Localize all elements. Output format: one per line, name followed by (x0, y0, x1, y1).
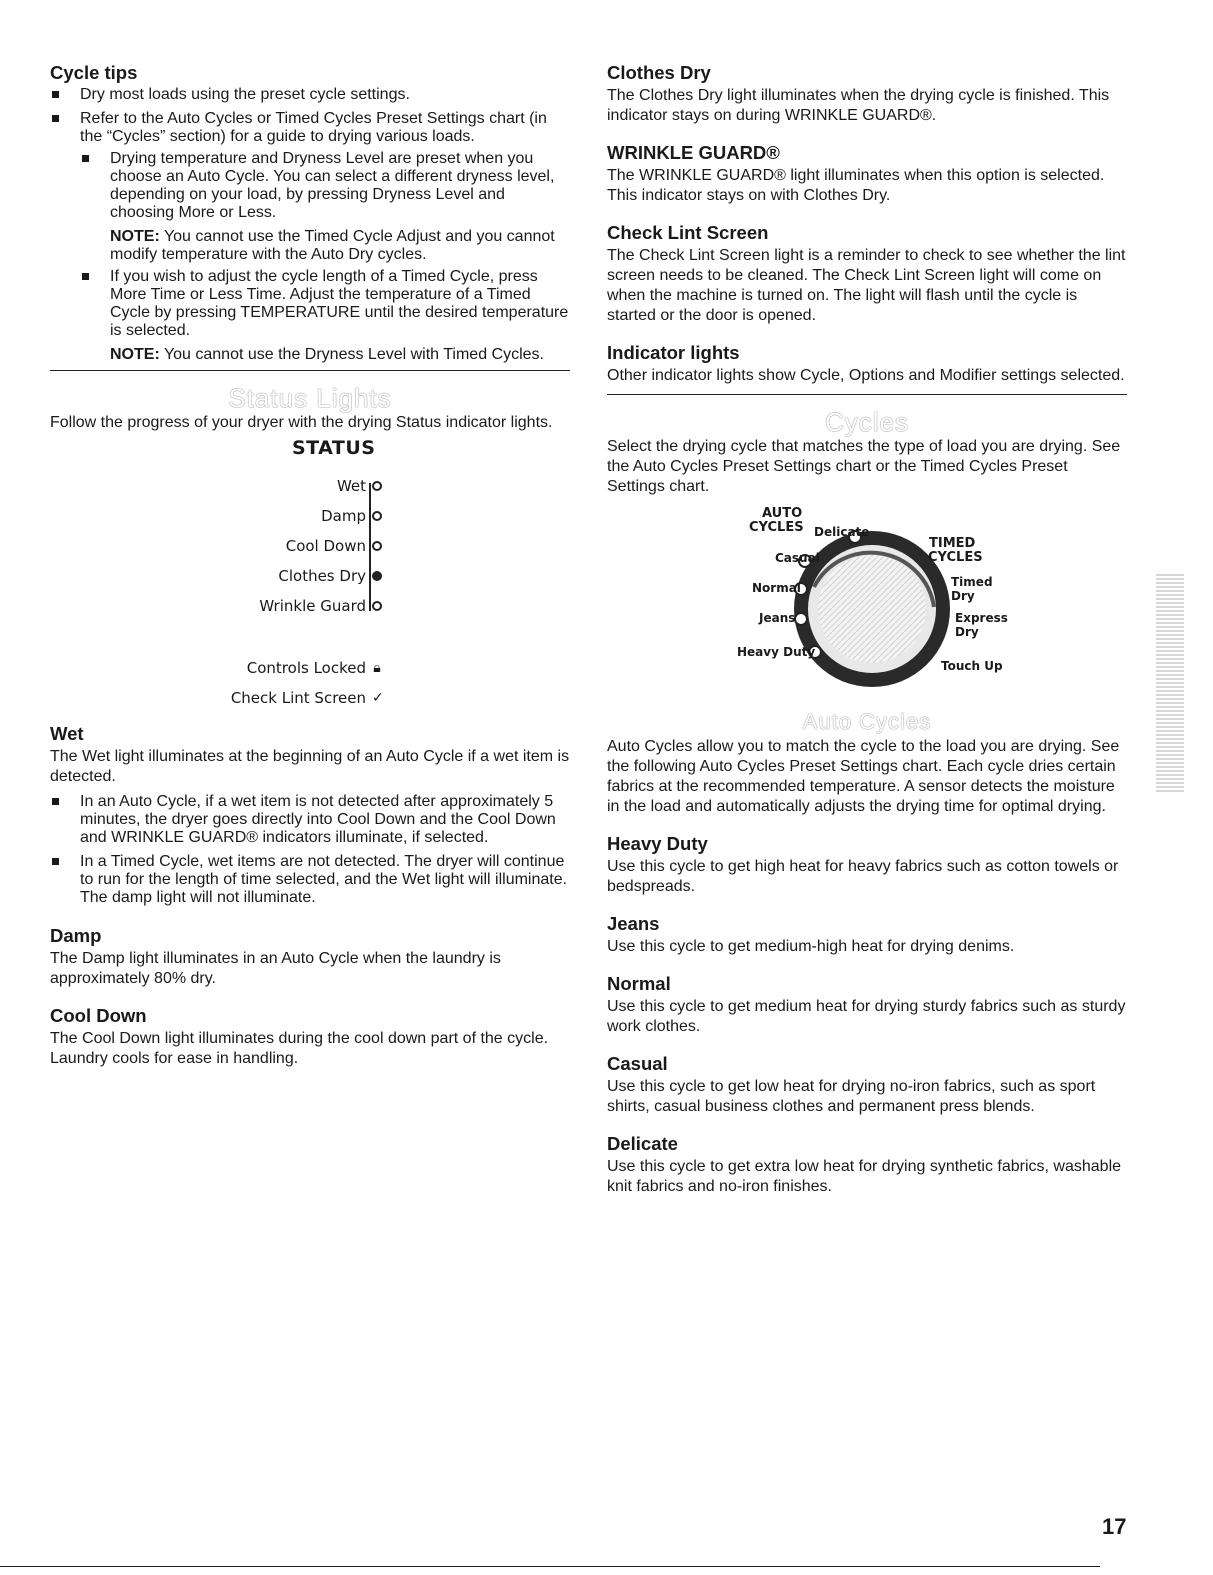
indicator-light-icon (372, 481, 382, 491)
wet-text: The Wet light illuminates at the beginning of an Auto Cycle if a wet item is detected. (50, 748, 570, 785)
heavy-duty-text: Use this cycle to get high heat for heavy fabrics such as cotton towels or bedspreads. (607, 858, 1119, 895)
status-row-wet: Wet (337, 477, 382, 495)
check-lint-text: The Check Lint Screen light is a reminder to check to see whether the lint screen needs to be cleaned. The Check Lint Screen light will come on when the machine is turned on. The light will flash until the cycle is started or the door is opened. (607, 247, 1126, 324)
dial-label-heavy-duty: Heavy Duty (737, 645, 816, 659)
dial-label-cycles: CYCLES (749, 520, 804, 535)
wrinkle-guard-heading: WRINKLE GUARD® (607, 142, 780, 163)
dial-label-casual: Casual (775, 551, 820, 565)
indicator-light-icon (372, 511, 382, 521)
lock-icon: 🔒︎ (373, 660, 381, 676)
damp-text: The Damp light illuminates in an Auto Cycle when the laundry is approximately 80% dry. (50, 950, 501, 987)
language-side-tab (1156, 572, 1184, 792)
indicator-light-icon (372, 601, 382, 611)
dial-label-express-1: Express (955, 611, 1008, 625)
damp-heading: Damp (50, 925, 102, 946)
indicator-lights-text: Other indicator lights show Cycle, Options and Modifier settings selected. (607, 367, 1125, 384)
cycles-intro: Select the drying cycle that matches the type of load you are drying. See the Auto Cycles Preset Settings chart or the Timed Cycles Preset Settings chart. (607, 438, 1121, 495)
normal-text: Use this cycle to get medium heat for drying sturdy fabrics such as sturdy work clothes. (607, 998, 1126, 1035)
checkmark-icon: ✓ (372, 690, 384, 706)
status-row-damp: Damp (321, 507, 382, 525)
dial-label-timed-dry-2: Dry (951, 589, 975, 603)
list-item: Drying temperature and Dryness Level are preset when you choose an Auto Cycle. You can select a different dryness level, depending on your load, by pressing Dryness Level and choosing More or Less. NOTE: You cannot use the Timed Cycle Adjust and you cannot modify temperature with the Auto Dry cycles. (80, 150, 570, 264)
dial-label-express-2: Dry (955, 625, 979, 639)
casual-text: Use this cycle to get low heat for drying no-iron fabrics, such as sport shirts, casual business clothes and permanent press blends. (607, 1078, 1096, 1115)
clothes-dry-text: The Clothes Dry light illuminates when the drying cycle is finished. This indicator stays on during WRINKLE GUARD®. (607, 87, 1110, 124)
casual-heading: Casual (607, 1053, 668, 1074)
status-panel-title: STATUS (292, 437, 376, 459)
status-row-controls-locked: Controls Locked 🔒︎ (246, 659, 381, 677)
auto-cycles-intro: Auto Cycles allow you to match the cycle to the load you are drying. See the following Auto Cycles Preset Settings chart. Each cycle dries certain fabrics at the recommended temperature. A sensor detects the moisture in the load and automatically adjusts the drying time for optimal drying. (607, 738, 1120, 815)
list-item: Dry most loads using the preset cycle settings. (50, 86, 570, 104)
jeans-text: Use this cycle to get medium-high heat for drying denims. (607, 938, 1015, 955)
status-row-clothes-dry: Clothes Dry (278, 567, 382, 585)
list-item: If you wish to adjust the cycle length of a Timed Cycle, press More Time or Less Time. Adjust the temperature of a Timed Cycle by pressing TEMPERATURE until the desired temperature is selected. NOTE: You cannot use the Dryness Level with Timed Cycles. (80, 268, 570, 364)
bullet-icon (52, 858, 59, 865)
bullet-icon (52, 115, 59, 122)
left-column (50, 62, 570, 1069)
note: NOTE: You cannot use the Dryness Level with Timed Cycles. (110, 346, 544, 363)
dial-label-delicate: Delicate (814, 525, 870, 539)
clothes-dry-heading: Clothes Dry (607, 62, 711, 83)
status-row-check-lint: Check Lint Screen ✓ (230, 689, 384, 707)
dial-label-timed-cycles: CYCLES (928, 550, 983, 565)
status-lights-intro: Follow the progress of your dryer with the drying Status indicator lights. (50, 414, 553, 431)
jeans-heading: Jeans (607, 913, 660, 934)
heavy-duty-heading: Heavy Duty (607, 833, 708, 854)
status-panel (50, 433, 570, 723)
wrinkle-guard-text: The WRINKLE GUARD® light illuminates when this option is selected. This indicator stays on with Clothes Dry. (607, 167, 1105, 204)
normal-heading: Normal (607, 973, 671, 994)
auto-cycles-title: Auto Cycles (802, 709, 932, 734)
divider (0, 1566, 1100, 1567)
bullet-icon (52, 798, 59, 805)
note: NOTE: You cannot use the Timed Cycle Adjust and you cannot modify temperature with the Auto Dry cycles. (110, 228, 555, 263)
status-row-wrinkle-guard: Wrinkle Guard (259, 597, 382, 615)
status-lights-title: Status Lights (228, 383, 392, 413)
dial-label-auto: AUTO (762, 506, 803, 521)
bullet-icon (82, 155, 89, 162)
bullet-icon (82, 273, 89, 280)
indicator-light-icon (372, 571, 382, 581)
dial-label-timed-dry-1: Timed (951, 575, 993, 589)
cycles-title: Cycles (824, 407, 909, 437)
cycle-dial-panel (607, 497, 1127, 707)
cycle-tips-heading: Cycle tips (50, 62, 138, 83)
cool-down-text: The Cool Down light illuminates during the cool down part of the cycle. Laundry cools for ease in handling. (50, 1030, 549, 1067)
dial-label-normal: Normal (752, 581, 801, 595)
cycle-tips-list (50, 86, 570, 364)
delicate-heading: Delicate (607, 1133, 678, 1154)
page-number: 17 (1102, 1514, 1127, 1539)
dial-label-touch-up: Touch Up (941, 659, 1003, 673)
indicator-lights-heading: Indicator lights (607, 342, 740, 363)
delicate-text: Use this cycle to get extra low heat for drying synthetic fabrics, washable knit fabrics and no-iron finishes. (607, 1158, 1122, 1195)
list-item: In a Timed Cycle, wet items are not detected. The dryer will continue to run for the length of time selected, and the Wet light will illuminate. The damp light will not illuminate. (50, 853, 570, 907)
bullet-icon (52, 91, 59, 98)
wet-heading: Wet (50, 723, 84, 744)
cool-down-heading: Cool Down (50, 1005, 147, 1026)
list-item: In an Auto Cycle, if a wet item is not detected after approximately 5 minutes, the dryer goes directly into Cool Down and the Cool Down and WRINKLE GUARD® indicators illuminate, if selected. (50, 793, 570, 847)
wet-list (50, 793, 570, 907)
status-row-cool-down: Cool Down (286, 537, 382, 555)
sub-list (80, 150, 570, 364)
indicator-light-icon (372, 541, 382, 551)
check-lint-heading: Check Lint Screen (607, 222, 769, 243)
list-item: Refer to the Auto Cycles or Timed Cycles Preset Settings chart (in the “Cycles” section) for a guide to drying various loads. Drying temperature and Dryness Level are preset when you choose an Auto Cycle. You can select a different dryness level, depending on your load, by pressing Dryness Level and choosing More or Less. NOTE: You cannot use the Timed Cycle Adjust and you cannot modify temperature with the Auto Dry cycles. If you wish to adjust the cycle length of a Timed Cycle, press More Time or Less Time. Adjust the temperature of a Timed Cycle by pressing TEMPERATURE until the desired temperature is selected. NOTE: You cannot use the Dryness Level with Timed Cycles. (50, 110, 570, 364)
dial-label-jeans: Jeans (759, 611, 796, 625)
right-column (607, 62, 1127, 1197)
dial-label-timed: TIMED (929, 536, 976, 551)
